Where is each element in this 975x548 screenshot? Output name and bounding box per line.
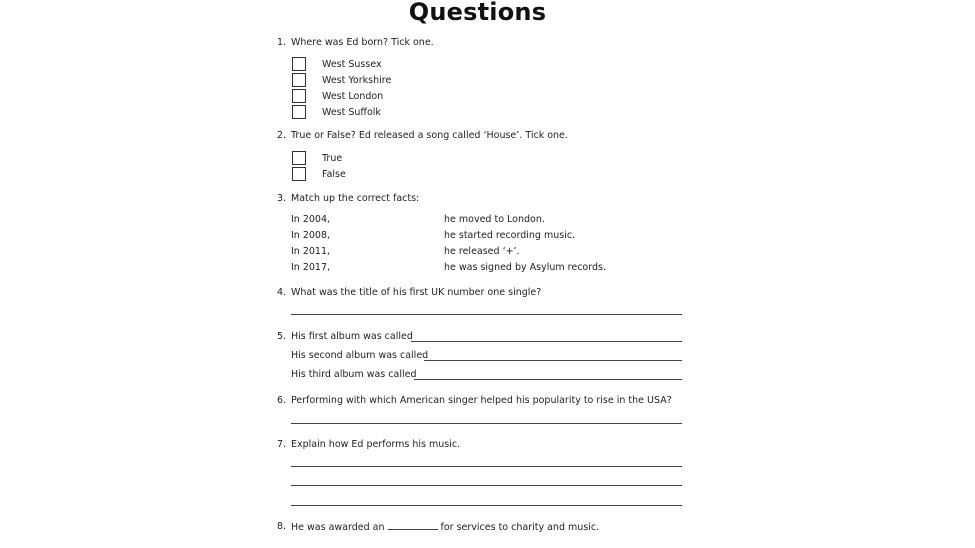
answer-line[interactable] [291, 505, 682, 506]
second-album-label: His second album was called [291, 350, 429, 361]
match-right-item: he released ‘+’. [444, 246, 520, 257]
third-album-label: His third album was called [291, 369, 417, 380]
question-4-text: What was the title of his first UK number one single? [291, 287, 542, 298]
checkbox-true[interactable] [292, 151, 306, 165]
question-2-text: True or False? Ed released a song called ‘House’. Tick one. [291, 130, 568, 141]
question-6-text: Performing with which American singer helped his popularity to rise in the USA? [291, 395, 672, 406]
option-label: True [322, 153, 343, 164]
question-6-number: 6. [277, 395, 287, 406]
question-8-text [291, 521, 599, 534]
checkbox-west-sussex[interactable] [292, 57, 306, 71]
question-7-text: Explain how Ed performs his music. [291, 439, 461, 450]
checkbox-west-yorkshire[interactable] [292, 73, 306, 87]
question-7-number: 7. [277, 439, 287, 450]
checkbox-west-london[interactable] [292, 89, 306, 103]
question-5-number: 5. [277, 331, 287, 342]
match-right-item: he moved to London. [444, 214, 545, 225]
match-right-item: he was signed by Asylum records. [444, 262, 606, 273]
match-left-item: In 2004, [291, 214, 331, 225]
question-8-number: 8. [277, 521, 287, 532]
option-label: West Suffolk [322, 107, 381, 118]
question-1-number: 1. [277, 37, 287, 48]
question-1-text: Where was Ed born? Tick one. [291, 37, 434, 48]
page-title: Questions [408, 0, 547, 26]
question-8-text-before: He was awarded an [291, 522, 385, 533]
first-album-answer-line[interactable] [411, 341, 682, 342]
question-4-number: 4. [277, 287, 287, 298]
option-label: West London [322, 91, 384, 102]
option-label: West Sussex [322, 59, 382, 70]
match-left-item: In 2011, [291, 246, 331, 257]
question-3-number: 3. [277, 193, 287, 204]
option-label: West Yorkshire [322, 75, 392, 86]
match-left-item: In 2017, [291, 262, 331, 273]
checkbox-false[interactable] [292, 167, 306, 181]
checkbox-west-suffolk[interactable] [292, 105, 306, 119]
match-left-item: In 2008, [291, 230, 331, 241]
award-blank[interactable] [388, 521, 438, 530]
question-8-text-after: for services to charity and music. [440, 522, 600, 533]
second-album-answer-line[interactable] [424, 360, 682, 361]
answer-line[interactable] [291, 314, 682, 315]
question-3-text: Match up the correct facts: [291, 193, 420, 204]
question-2-number: 2. [277, 130, 287, 141]
first-album-label: His first album was called [291, 331, 413, 342]
answer-line[interactable] [291, 466, 682, 467]
third-album-answer-line[interactable] [414, 379, 682, 380]
option-label: False [322, 169, 346, 180]
answer-line[interactable] [291, 423, 682, 424]
answer-line[interactable] [291, 485, 682, 486]
match-right-item: he started recording music. [444, 230, 576, 241]
